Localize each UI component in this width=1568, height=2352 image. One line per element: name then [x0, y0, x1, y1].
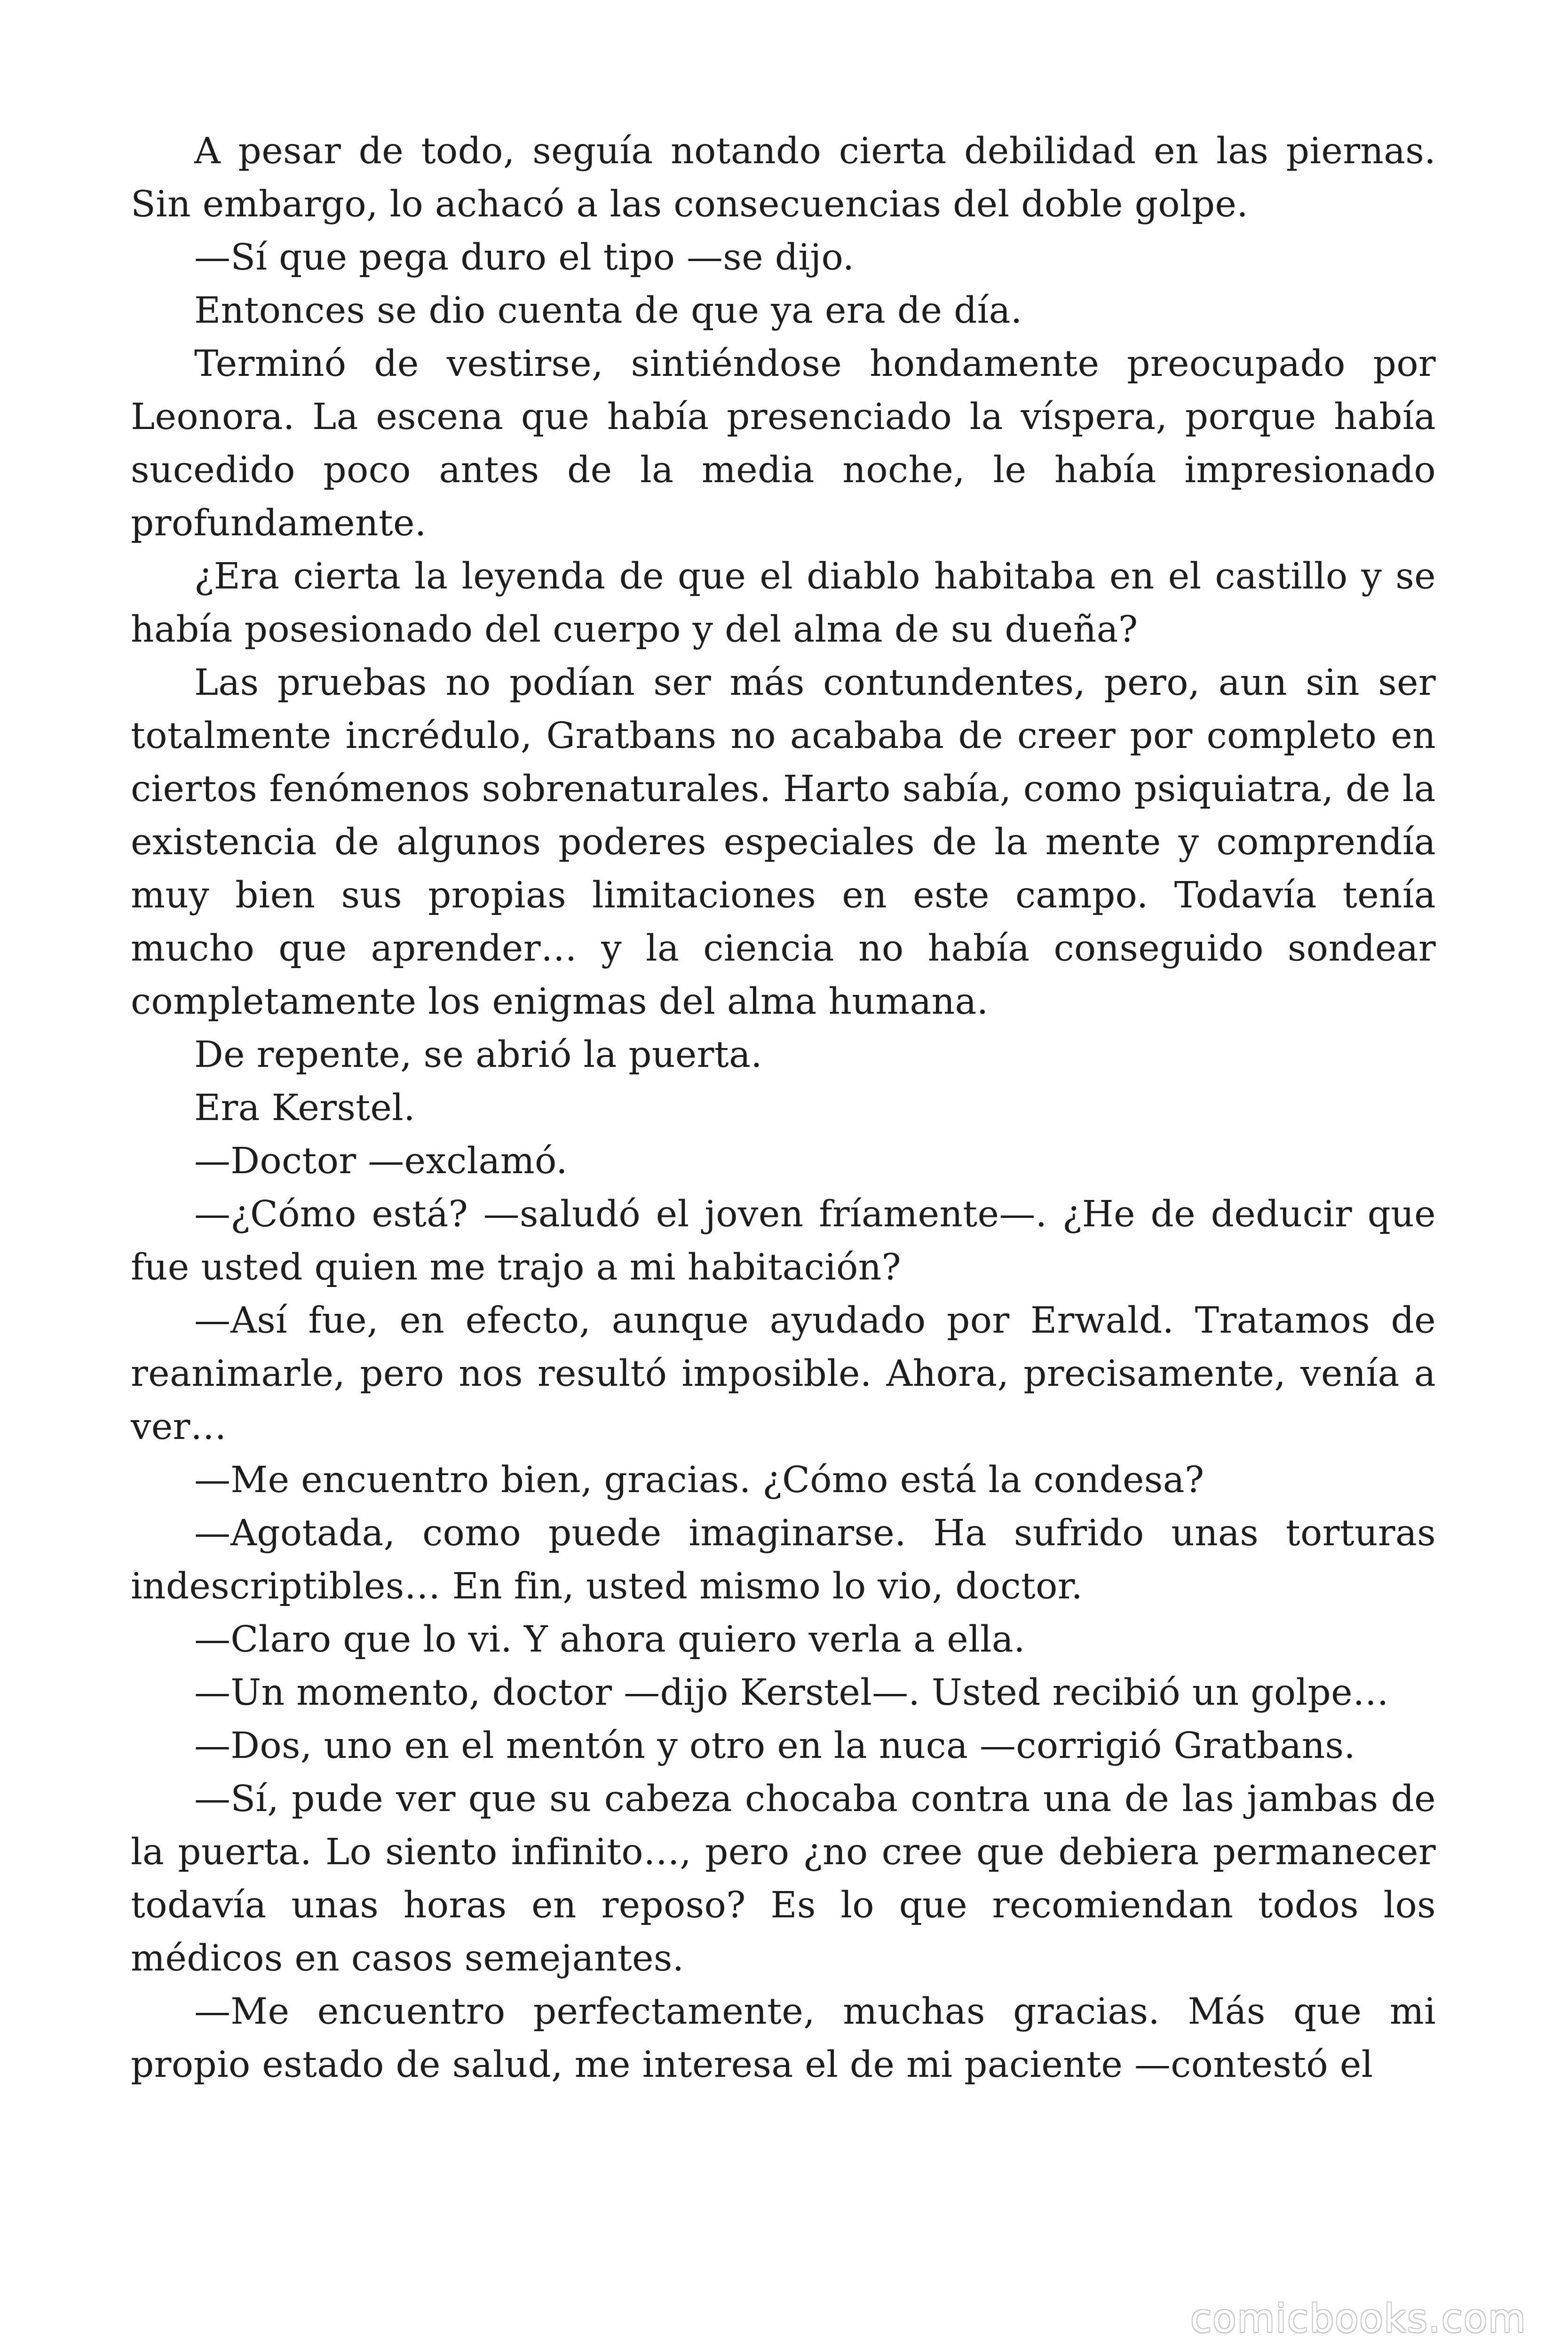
paragraph: —Me encuentro bien, gracias. ¿Cómo está la condesa?: [194, 1459, 1204, 1501]
paragraph: Las pruebas no podían ser más contundentes, pero, aun sin ser totalmente incrédulo, Gratbans no acababa de creer por completo en ciertos fenómenos sobrenaturales. Harto sabía, como psiquiatra, de la existencia de algunos poderes especiales de la mente y comprendía muy bien sus propias limitaciones en este campo. Todavía tenía mucho que aprender… y la ciencia no había conseguido sondear completamente los enigmas del alma humana.: [131, 662, 1436, 1023]
paragraph: —Un momento, doctor —dijo Kerstel—. Usted recibió un golpe…: [194, 1672, 1389, 1714]
paragraph: Terminó de vestirse, sintiéndose hondamente preocupado por Leonora. La escena que había presenciado la víspera, porque había sucedido poco antes de la media noche, le había impresionado profundamente.: [131, 343, 1436, 544]
paragraph: —Claro que lo vi. Y ahora quiero verla a ella.: [194, 1619, 1025, 1661]
paragraph: A pesar de todo, seguía notando cierta debilidad en las piernas. Sin embargo, lo achacó a las consecuencias del doble golpe.: [131, 130, 1436, 225]
paragraph: De repente, se abrió la puerta.: [194, 1034, 762, 1076]
paragraph: —Dos, uno en el mentón y otro en la nuca —corrigió Gratbans.: [194, 1725, 1356, 1767]
paragraph: —¿Cómo está? —saludó el joven fríamente—. ¿He de deducir que fue usted quien me trajo a mi habitación?: [131, 1193, 1436, 1288]
paragraph: —Doctor —exclamó.: [194, 1140, 568, 1182]
watermark: comicbooks.com: [1190, 2296, 1527, 2341]
paragraph: Entonces se dio cuenta de que ya era de día.: [194, 290, 1022, 332]
paragraph: Era Kerstel.: [194, 1087, 415, 1129]
paragraph: —Sí que pega duro el tipo —se dijo.: [194, 237, 855, 278]
paragraph: ¿Era cierta la leyenda de que el diablo habitaba en el castillo y se había posesionado del cuerpo y del alma de su dueña?: [131, 556, 1436, 651]
paragraph: —Sí, pude ver que su cabeza chocaba contra una de las jambas de la puerta. Lo siento infinito…, pero ¿no cree que debiera permanecer todavía unas horas en reposo? Es lo que recomiendan todos los médicos en casos semejantes.: [131, 1778, 1436, 1979]
book-page: [131, 125, 1436, 2091]
paragraph: —Así fue, en efecto, aunque ayudado por Erwald. Tratamos de reanimarle, pero nos resultó imposible. Ahora, precisamente, venía a ver…: [131, 1300, 1436, 1448]
paragraph: —Agotada, como puede imaginarse. Ha sufrido unas torturas indescriptibles… En fin, usted mismo lo vio, doctor.: [131, 1512, 1436, 1607]
paragraph-last: —Me encuentro perfectamente, muchas gracias. Más que mi propio estado de salud, me interesa el de mi paciente —contestó el: [131, 1991, 1436, 2086]
